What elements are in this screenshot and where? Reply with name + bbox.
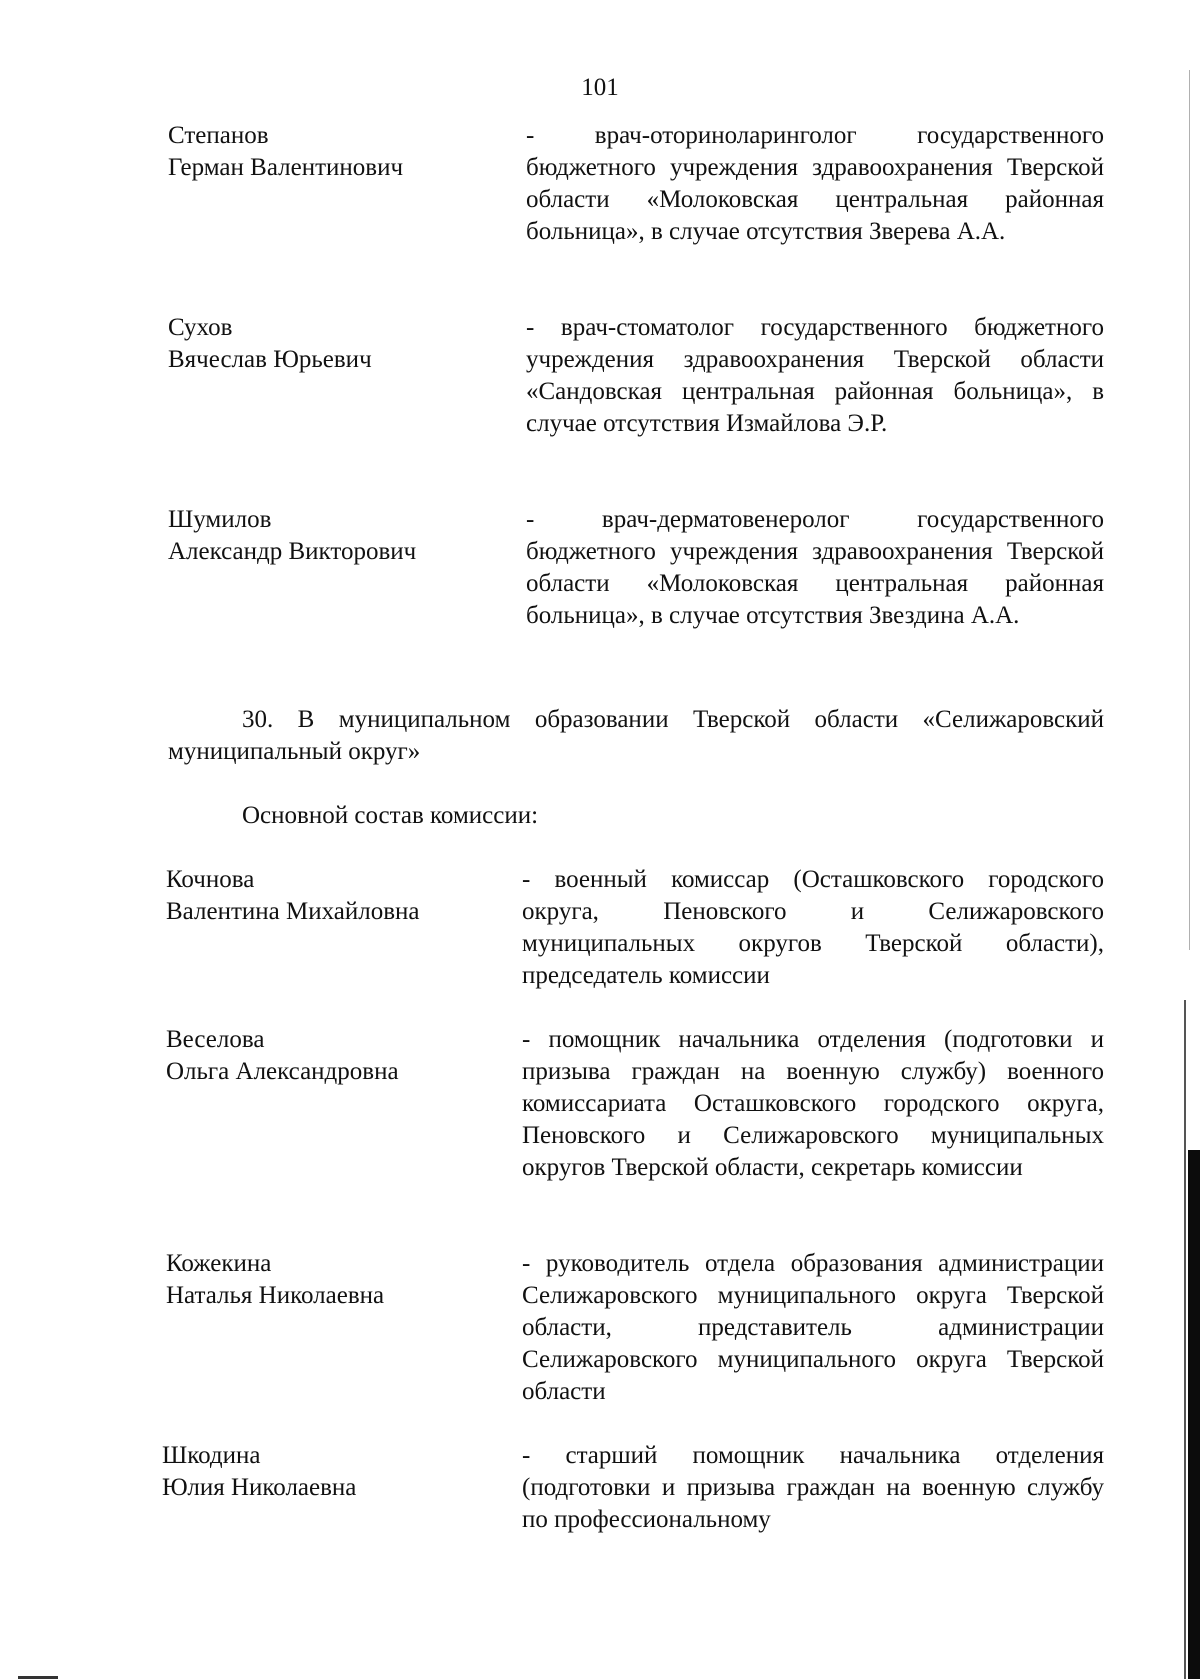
member-surname: Сухов — [168, 314, 233, 341]
scan-shadow-bar — [1188, 1150, 1200, 1679]
member-name — [162, 1440, 356, 1504]
scan-shadow-line — [1184, 1000, 1186, 1679]
member-name — [168, 312, 372, 376]
member-description: - старший помощник начальника отделения (подготовки и призыва граждан на военную службу по профессиональному — [522, 1442, 1104, 1533]
member-given-names: Наталья Николаевна — [166, 1282, 385, 1309]
member-description: - врач-оториноларинголог государственного бюджетного учреждения здравоохранения Тверской области «Молоковская центральная районная больница», в случае отсутствия Зверева А.А. — [526, 122, 1104, 245]
scan-edge-line — [1189, 70, 1190, 950]
member-name — [166, 1248, 384, 1312]
member-surname: Веселова — [166, 1026, 265, 1053]
member-given-names: Валентина Михайловна — [166, 898, 420, 925]
member-given-names: Юлия Николаевна — [162, 1474, 357, 1501]
member-surname: Шкодина — [162, 1442, 261, 1469]
member-name — [166, 864, 419, 928]
member-name — [168, 120, 403, 184]
member-surname: Шумилов — [168, 506, 272, 533]
member-description: - помощник начальника отделения (подготовки и призыва граждан на военную службу) военного комиссариата Осташковского городского округа, Пеновского и Селижаровского муниципальных округов Тверской области, секретарь комиссии — [522, 1026, 1104, 1181]
commission-subheading: Основной состав комиссии: — [242, 802, 539, 829]
member-surname: Кожекина — [166, 1250, 272, 1277]
member-description: - руководитель отдела образования администрации Селижаровского муниципального округа Тверской области, представитель администрации Селижаровского муниципального округа Тверской области — [522, 1250, 1104, 1405]
member-description: - врач-дерматовенеролог государственного бюджетного учреждения здравоохранения Тверской области «Молоковская центральная районная больница», в случае отсутствия Звездина А.А. — [526, 506, 1104, 629]
member-given-names: Ольга Александровна — [166, 1058, 399, 1085]
member-given-names: Герман Валентинович — [168, 154, 404, 181]
member-surname: Степанов — [168, 122, 269, 149]
section-heading: 30. В муниципальном образовании Тверской области «Селижаровский муниципальный округ» — [168, 706, 1104, 765]
member-given-names: Александр Викторович — [168, 538, 417, 565]
member-given-names: Вячеслав Юрьевич — [168, 346, 372, 373]
member-name — [166, 1024, 399, 1088]
member-name — [168, 504, 416, 568]
member-description: - военный комиссар (Осташковского городского округа, Пеновского и Селижаровского муниципальных округов Тверской области), председатель комиссии — [522, 866, 1104, 989]
member-surname: Кочнова — [166, 866, 255, 893]
page-number: 101 — [581, 74, 619, 101]
member-description: - врач-стоматолог государственного бюджетного учреждения здравоохранения Тверской области «Сандовская центральная районная больница», в случае отсутствия Измайлова Э.Р. — [526, 314, 1104, 437]
